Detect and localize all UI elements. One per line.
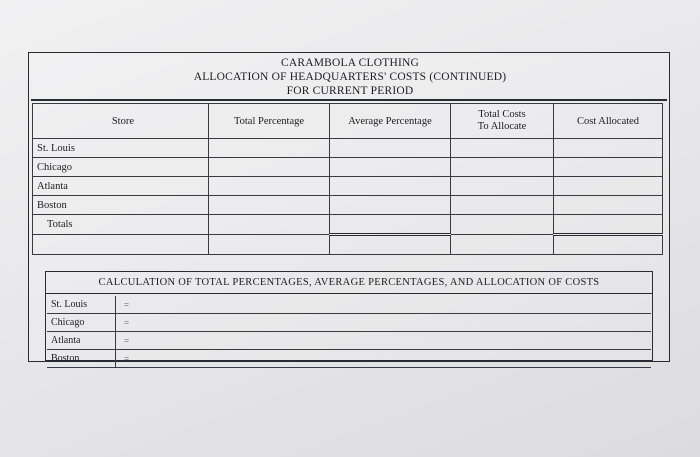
average-percentage-cell[interactable] (330, 196, 451, 215)
calc-row (47, 350, 651, 368)
totals-row (33, 215, 663, 235)
calc-row (47, 314, 651, 332)
equals-sign: = (124, 353, 130, 364)
calculation-section (45, 271, 653, 364)
blank-cell (33, 235, 209, 255)
col-total-costs-line1: Total Costs (478, 109, 526, 120)
row-label: Chicago (33, 158, 209, 177)
cost-allocated-cell[interactable] (554, 139, 663, 158)
calc-row (47, 296, 651, 314)
calc-entry[interactable] (116, 332, 652, 350)
total-costs-cell[interactable] (451, 177, 554, 196)
col-total-costs-line2: To Allocate (477, 121, 527, 132)
title-divider (31, 99, 667, 101)
average-percentage-cell[interactable] (330, 177, 451, 196)
col-cost-allocated: Cost Allocated (554, 104, 663, 139)
row-label: St. Louis (33, 139, 209, 158)
blank-row (33, 235, 663, 255)
report-period: FOR CURRENT PERIOD (286, 85, 414, 97)
cost-allocated-cell[interactable] (554, 215, 663, 235)
blank-cell (451, 235, 554, 255)
calc-entry[interactable] (116, 296, 652, 314)
total-percentage-cell[interactable] (209, 139, 330, 158)
average-percentage-cell[interactable] (330, 158, 451, 177)
table-row (33, 158, 663, 177)
total-costs-cell[interactable] (451, 158, 554, 177)
cost-allocated-cell[interactable] (554, 177, 663, 196)
cost-allocated-cell[interactable] (554, 158, 663, 177)
calc-entry[interactable] (116, 350, 652, 368)
total-costs-cell[interactable] (451, 196, 554, 215)
cost-allocated-cell[interactable] (554, 196, 663, 215)
total-percentage-cell[interactable] (209, 177, 330, 196)
table-row (33, 196, 663, 215)
table-row (33, 139, 663, 158)
blank-cell (209, 235, 330, 255)
calc-row-label: Atlanta (47, 332, 116, 350)
worksheet-title (29, 56, 671, 98)
allocation-table (32, 103, 663, 255)
row-label: Atlanta (33, 177, 209, 196)
blank-cell (330, 235, 451, 255)
total-percentage-cell[interactable] (209, 196, 330, 215)
calculation-heading: CALCULATION OF TOTAL PERCENTAGES, AVERAGE PERCENTAGES, AND ALLOCATION OF COSTS (46, 272, 652, 294)
total-percentage-cell[interactable] (209, 215, 330, 235)
average-percentage-cell[interactable] (330, 215, 451, 235)
calculation-table (47, 296, 651, 368)
col-total-costs (451, 104, 554, 139)
equals-sign: = (124, 299, 130, 310)
total-costs-cell[interactable] (451, 139, 554, 158)
calc-row-label: St. Louis (47, 296, 116, 314)
calc-row-label: Boston (47, 350, 116, 368)
row-label: Boston (33, 196, 209, 215)
totals-label: Totals (33, 215, 209, 235)
calc-row-label: Chicago (47, 314, 116, 332)
equals-sign: = (124, 335, 130, 346)
report-title: ALLOCATION OF HEADQUARTERS' COSTS (CONTINUED) (193, 71, 507, 83)
average-percentage-cell[interactable] (330, 139, 451, 158)
table-row (33, 177, 663, 196)
blank-cell (554, 235, 663, 255)
calc-row (47, 332, 651, 350)
col-total-percentage: Total Percentage (209, 104, 330, 139)
col-average-percentage: Average Percentage (330, 104, 451, 139)
total-costs-cell[interactable] (451, 215, 554, 235)
allocation-header-row (33, 104, 663, 139)
equals-sign: = (124, 317, 130, 328)
company-name: CARAMBOLA CLOTHING (280, 57, 420, 69)
calc-entry[interactable] (116, 314, 652, 332)
worksheet (28, 52, 670, 362)
total-percentage-cell[interactable] (209, 158, 330, 177)
col-store: Store (33, 104, 209, 139)
